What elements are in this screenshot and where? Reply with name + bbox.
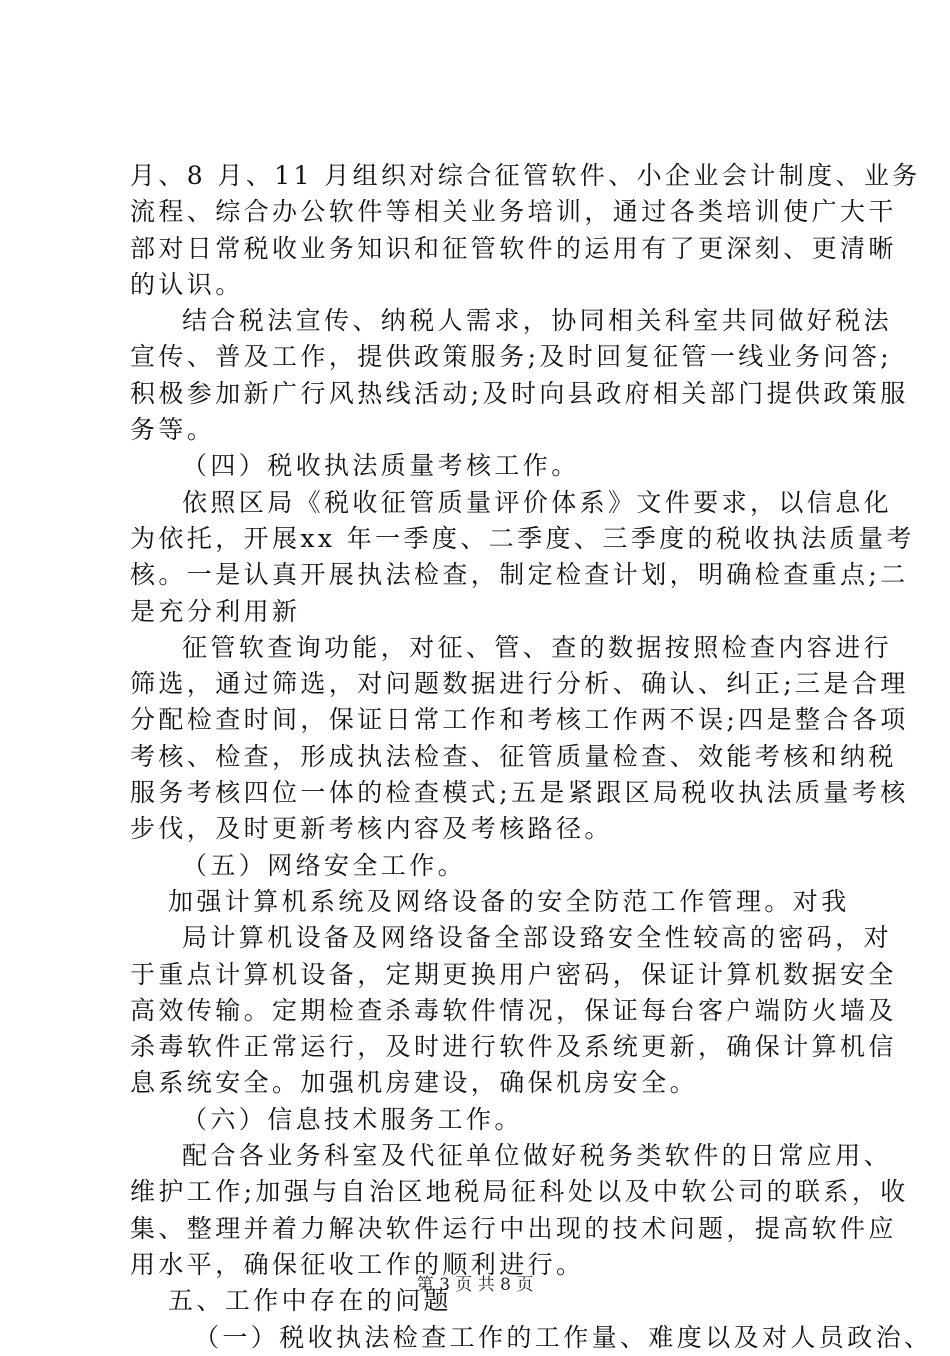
text-line: 高效传输。定期检查杀毒软件情况，保证每台客户端防火墙及	[130, 995, 897, 1025]
text-line: 务等。	[130, 415, 216, 445]
text-line: （一）税收执法检查工作的工作量、难度以及对人员政治、	[194, 1322, 933, 1352]
document-body	[130, 158, 933, 1356]
text-line: 用水平，确保征收工作的顺利进行。	[130, 1249, 585, 1279]
text-line: 于重点计算机设备，定期更换用户密码，保证计算机数据安全	[130, 959, 897, 989]
text-line: 积极参加新广行风热线活动;及时向县政府相关部门提供政策服	[130, 378, 909, 408]
text-line: 服务考核四位一体的检查模式;五是紧跟区局税收执法质量考核	[130, 778, 909, 808]
text-line: 的认识。	[130, 269, 244, 299]
text-line: 息系统安全。加强机房建设，确保机房安全。	[130, 1068, 699, 1098]
text-line: 核。一是认真开展执法检查，制定检查计划，明确检查重点;二	[130, 560, 909, 590]
text-line: 局计算机设备及网络设备全部设臵安全性较高的密码，对	[182, 923, 893, 953]
text-line: 部对日常税收业务知识和征管软件的运用有了更深刻、更清晰	[130, 233, 897, 263]
text-line: 配合各业务科室及代征单位做好税务类软件的日常应用、	[182, 1141, 893, 1171]
text-line: （四）税收执法质量考核工作。	[182, 451, 580, 481]
text-line: 月、8 月、11 月组织对综合征管软件、小企业会计制度、业务	[130, 161, 921, 190]
text-line: 征管软查询功能，对征、管、查的数据按照检查内容进行	[182, 632, 893, 662]
text-line: 五、工作中存在的问题	[168, 1286, 453, 1316]
text-line: 步伐，及时更新考核内容及考核路径。	[130, 814, 613, 844]
text-line: 结合税法宣传、纳税人需求，协同相关科室共同做好税法	[182, 306, 893, 336]
text-line: 杀毒软件正常运行，及时进行软件及系统更新，确保计算机信	[130, 1032, 897, 1062]
text-line: 流程、综合办公软件等相关业务培训，通过各类培训使广大干	[130, 197, 897, 227]
text-line: 为依托，开展xx 年一季度、二季度、三季度的税收执法质量考	[130, 523, 915, 553]
text-line: 筛选，通过筛选，对问题数据进行分析、确认、纠正;三是合理	[130, 669, 909, 699]
text-line: 加强计算机系统及网络设备的安全防范工作管理。对我	[168, 886, 850, 916]
text-line: （五）网络安全工作。	[182, 850, 467, 880]
text-line: 依照区局《税收征管质量评价体系》文件要求，以信息化	[182, 487, 893, 517]
text-line: （六）信息技术服务工作。	[182, 1104, 523, 1134]
text-line: 是充分利用新	[130, 596, 301, 626]
text-line: 维护工作;加强与自治区地税局征科处以及中软公司的联系，收	[130, 1177, 909, 1207]
page-footer: 第 3 页 共 8 页	[416, 1275, 534, 1295]
text-line: 分配检查时间，保证日常工作和考核工作两不误;四是整合各项	[130, 705, 909, 735]
text-line: 集、整理并着力解决软件运行中出现的技术问题，提高软件应	[130, 1213, 897, 1243]
text-line: 宣传、普及工作，提供政策服务;及时回复征管一线业务问答;	[130, 342, 893, 372]
text-line: 考核、检查，形成执法检查、征管质量检查、效能考核和纳税	[130, 741, 897, 771]
